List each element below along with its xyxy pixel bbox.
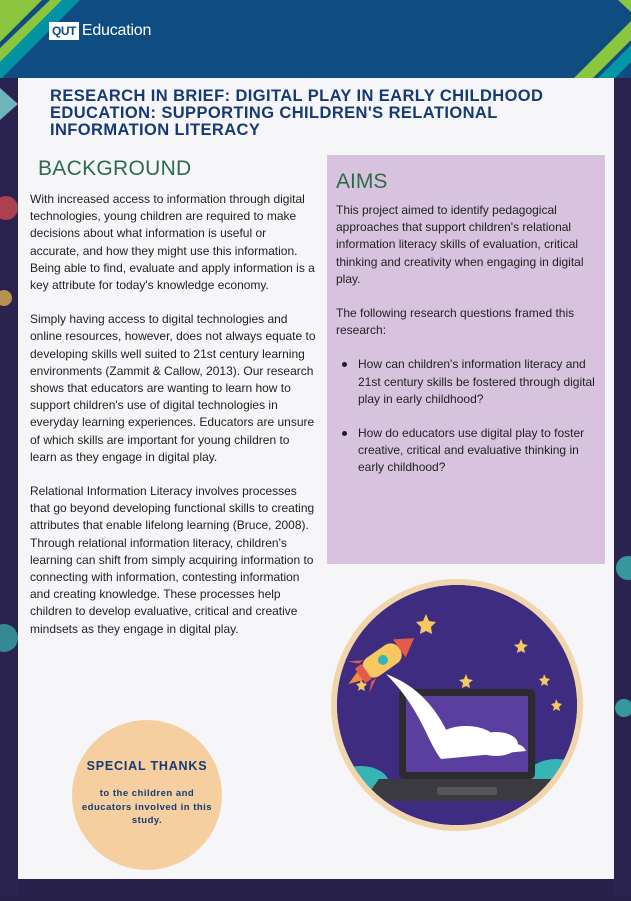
logo-mark: QUT bbox=[49, 22, 79, 40]
aims-heading: AIMS bbox=[336, 170, 388, 193]
research-question-text: How can children's information literacy and 21st century skills be fostered through digital play in early childhood? bbox=[358, 357, 595, 406]
bullet-icon bbox=[342, 431, 347, 436]
background-paragraph-2: Simply having access to digital technologies and online resources, however, does not always equate to developing skills well suited to 21st century learning environments (Zammit & Callow, 2013). Our research shows that educators are wanting to learn how to support children's use of digital technologies in everyday learning experiences. Educators are unsure of which skills are important for young children to learn as they engage in digital play. bbox=[30, 312, 316, 464]
research-questions-list bbox=[336, 356, 598, 476]
special-thanks-title: SPECIAL THANKS bbox=[86, 759, 208, 773]
left-side-art bbox=[0, 78, 18, 896]
left-border-decoration bbox=[0, 78, 18, 896]
background-paragraph-3: Relational Information Literacy involves processes that go beyond developing functional skills to creating attributes that enable lifelong learning (Bruce, 2008). Through relational information literacy, children's learning can shift from simply acquiring information to connecting with information, contesting information and creating knowledge. These processes help children to develop evaluative, critical and creative mindsets as they engage in digital play. bbox=[30, 484, 315, 636]
bullet-icon bbox=[342, 362, 347, 367]
rocket-laptop-illustration bbox=[331, 579, 583, 831]
special-thanks-text: to the children and educators involved in this study. bbox=[81, 788, 213, 826]
right-border-decoration bbox=[614, 78, 631, 896]
research-question-text: How do educators use digital play to foster creative, critical and evaluative thinking in early childhood? bbox=[358, 426, 585, 475]
background-paragraph-1: With increased access to information through digital technologies, young children are required to make decisions about what information is useful or accurate, and how they might use this information. Being able to find, evaluate and apply information is a key attribute for today's knowledge economy. bbox=[30, 192, 315, 293]
background-section bbox=[30, 191, 316, 655]
aims-questions-intro: The following research questions framed this research: bbox=[336, 306, 575, 338]
qut-logo bbox=[49, 21, 151, 41]
header-banner bbox=[0, 0, 631, 78]
aims-section bbox=[336, 202, 598, 494]
logo-text: Education bbox=[81, 22, 152, 39]
research-question-1 bbox=[336, 356, 598, 408]
aims-intro: This project aimed to identify pedagogical approaches that support children's relational information literacy skills of evaluation, critical thinking and creativity when engaging in digital play. bbox=[336, 203, 584, 286]
research-question-2 bbox=[336, 425, 598, 477]
page-title: RESEARCH IN BRIEF: DIGITAL PLAY IN EARLY CHILDHOOD EDUCATION: SUPPORTING CHILDREN'S RELATIONAL INFORMATION LITERACY bbox=[50, 87, 544, 139]
right-side-art bbox=[614, 78, 631, 896]
background-heading: BACKGROUND bbox=[38, 157, 192, 180]
